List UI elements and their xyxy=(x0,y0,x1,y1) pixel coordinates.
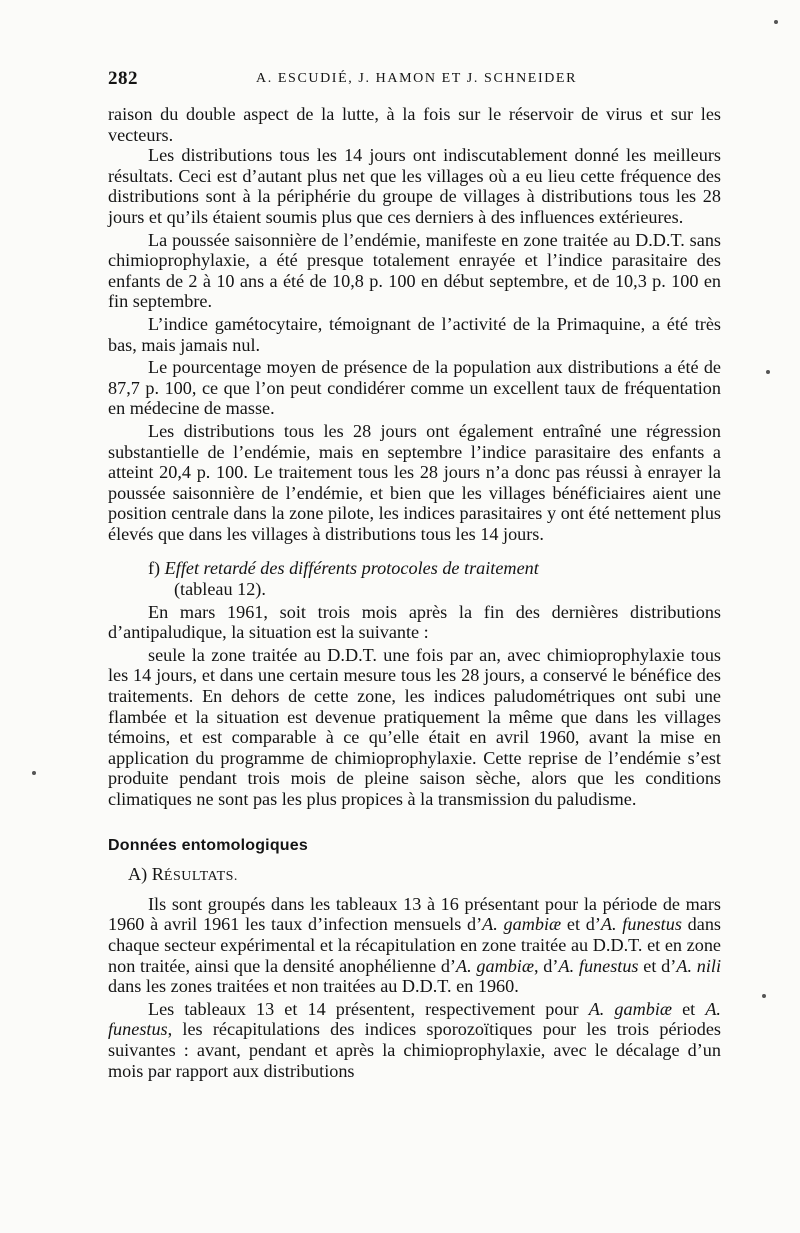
species-name: A. gambiæ xyxy=(588,998,673,1019)
species-name: A. nili xyxy=(676,955,722,976)
body-text xyxy=(108,104,721,1081)
paragraph-seasonal-surge: La poussée saisonnière de l’endémie, manifeste en zone traitée au D.D.T. sans chimioprophylaxie, a été presque totalement enrayée et l’indice parasitaire des enfants de 2 à 10 ans a été de 10,8 p. 100 en début septembre, et de 10,3 p. 100 en fin septembre. xyxy=(108,229,721,312)
text-run: dans chaque secteur expérimental et la récapitulation en zone traitée au D.D.T. et en zone non traitée, ainsi que la densité anophélienne d’ xyxy=(108,914,721,976)
subheading-table-ref: (tableau 12). xyxy=(174,579,266,600)
text-run: et d’ xyxy=(638,955,677,976)
running-title-authors: A. ESCUDIÉ, J. HAMON ET J. SCHNEIDER xyxy=(256,71,578,86)
scan-speck xyxy=(32,771,36,775)
paragraph-attendance: Le pourcentage moyen de présence de la population aux distributions a été de 87,7 p. 100, ce que l’on peut condidérer comme un excellent taux de fréquentation en médecine de masse. xyxy=(108,357,721,419)
subheading-delayed-effect xyxy=(108,558,721,599)
text-run: , les récapitulations des indices sporozoïtiques pour les trois périodes suivantes : avant, pendant et après la chimioprophylaxie, avec le décalage d’un mois par rapport aux distributions xyxy=(108,1019,721,1081)
text-run: et d’ xyxy=(561,914,601,935)
species-name: A. funestus xyxy=(108,998,721,1040)
paragraph-continuation: raison du double aspect de la lutte, à la fois sur le réservoir de virus et sur les vecteurs. xyxy=(108,104,721,145)
scan-speck xyxy=(766,370,770,374)
paragraph-gametocyte-index: L’indice gamétocytaire, témoignant de l’activité de la Primaquine, a été très bas, mais jamais nul. xyxy=(108,313,721,355)
results-initial: R xyxy=(151,864,164,885)
text-run: dans les zones traitées et non traitées au D.D.T. en 1960. xyxy=(108,976,519,997)
species-name: A. funestus xyxy=(600,914,682,935)
subheading-title: Effet retardé des différents protocoles de traitement xyxy=(164,558,539,579)
subheading-results xyxy=(108,864,721,888)
results-rest: ÉSULTATS. xyxy=(163,869,238,885)
section-heading-entomology: Données entomologiques xyxy=(108,836,308,854)
text-run: Ils sont groupés dans les tableaux 13 à 16 présentant pour la période de mars 1960 à avril 1961 les taux d’infection mensuels d’ xyxy=(108,893,721,935)
paragraph-tables-13-16 xyxy=(108,894,721,997)
scan-speck xyxy=(762,994,766,998)
paragraph-march-1961: En mars 1961, soit trois mois après la fin des dernières distributions d’antipaludique, la situation est la suivante : xyxy=(108,601,721,643)
paragraph-tables-13-14 xyxy=(108,999,721,1081)
paragraph-situation: seule la zone traitée au D.D.T. une fois par an, avec chimioprophylaxie tous les 14 jours, et dans une certain mesure tous les 28 jours, a conservé le bénéfice des traitements. En dehors de cette zone, les indices paludométriques ont subi une flambée et la situation est devenue pratiquement la même que dans les villages témoins, et est comparable à ce qu’elle était en avril 1960, avant la mise en application du programme de chimioprophylaxie. Cette reprise de l’endémie s’est produite pendant trois mois de pleine saison sèche, alors que les conditions climatiques ne sont pas les plus propices à la transmission du paludisme. xyxy=(108,644,721,809)
subheading-label: f) xyxy=(148,558,161,579)
results-label: A) xyxy=(128,864,148,885)
species-name: A. gambiæ xyxy=(455,955,534,976)
page-number: 282 xyxy=(108,68,138,89)
species-name: A. funestus xyxy=(558,955,639,976)
paragraph-distributions-14-days: Les distributions tous les 14 jours ont indiscutablement donné les meilleurs résultats. Ceci est d’autant plus net que les villages où a eu lieu cette fréquence des distributions sont à la périphérie du groupe de villages à distributions tous les 28 jours et qu’ils étaient soumis plus que ces derniers à des influences extérieures. xyxy=(108,145,721,227)
running-header xyxy=(108,68,720,96)
paragraph-distributions-28-days: Les distributions tous les 28 jours ont également entraîné une régression substantielle de l’endémie, mais en septembre l’indice parasitaire des enfants a atteint 20,4 p. 100. Le traitement tous les 28 jours n’a donc pas réussi à enrayer la poussée saisonnière de l’endémie, et bien que les villages bénéficiaires aient une position centrale dans la zone pilote, les indices parasitaires y ont été nettement plus élevés que dans les villages à distributions tous les 14 jours. xyxy=(108,420,721,544)
species-name: A. gambiæ xyxy=(482,914,562,935)
text-run: Les tableaux 13 et 14 présentent, respectivement pour xyxy=(148,998,589,1019)
scan-speck xyxy=(774,20,778,24)
text-run: et xyxy=(672,998,706,1019)
text-run: , d’ xyxy=(534,955,559,976)
